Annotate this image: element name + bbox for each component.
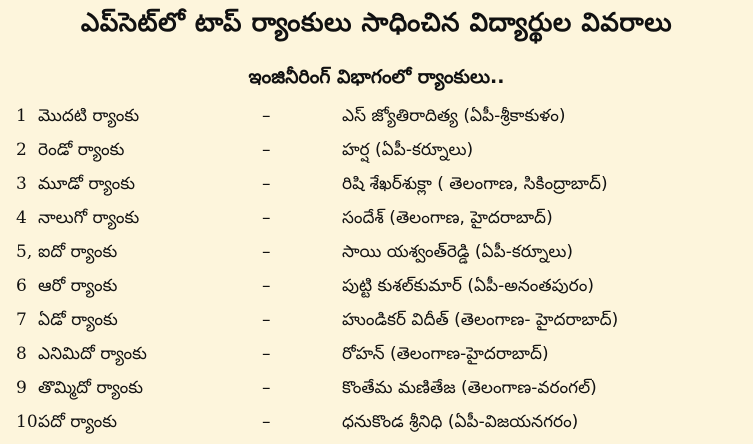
student-name: కొంతేమ మణితేజ (తెలంగాణ-వరంగల్)	[342, 378, 597, 398]
rank-list	[0, 102, 753, 442]
separator-dash: –	[262, 344, 271, 364]
student-name: హుండికర్ విదీత్ (తెలంగాణ- హైదరాబాద్)	[342, 310, 619, 330]
rank-label: పదో ర్యాంకు	[38, 412, 117, 432]
rank-label: నాలుగో ర్యాంకు	[38, 208, 140, 228]
separator-dash: –	[262, 174, 271, 194]
rank-number: 7	[16, 310, 27, 330]
separator-dash: –	[262, 106, 271, 126]
rank-number: 10	[16, 412, 38, 432]
separator-dash: –	[262, 276, 271, 296]
rank-row	[0, 170, 753, 204]
rank-number: 2	[16, 140, 27, 160]
student-name: పుట్టి కుశల్‌కుమార్ (ఏపీ-అనంతపురం)	[342, 276, 594, 296]
rank-label: ఎనిమిదో ర్యాంకు	[38, 344, 147, 364]
rank-row	[0, 374, 753, 408]
rank-number: 5,	[16, 242, 33, 262]
rank-row	[0, 204, 753, 238]
student-name: ధనుకొండ శ్రీనిధి (ఏపీ-విజయనగరం)	[342, 412, 579, 432]
rank-label: ఆరో ర్యాంకు	[38, 276, 118, 296]
rank-row	[0, 238, 753, 272]
rank-number: 1	[16, 106, 27, 126]
student-name: రిషి శేఖర్‌శుక్లా ( తెలంగాణ, సికింద్రాబాద్)	[342, 174, 608, 194]
separator-dash: –	[262, 412, 271, 432]
rank-row	[0, 408, 753, 442]
rank-number: 4	[16, 208, 27, 228]
student-name: సందేశ్ (తెలంగాణ, హైదరాబాద్)	[342, 208, 553, 228]
rank-row	[0, 136, 753, 170]
rank-row	[0, 340, 753, 374]
rank-row	[0, 272, 753, 306]
rank-number: 9	[16, 378, 27, 398]
rank-label: రెండో ర్యాంకు	[38, 140, 125, 160]
section-subtitle: ఇంజినీరింగ్ విభాగంలో ర్యాంకులు..	[248, 66, 505, 88]
separator-dash: –	[262, 242, 271, 262]
student-name: రోహన్ (తెలంగాణ-హైదరాబాద్)	[342, 344, 549, 364]
rank-number: 8	[16, 344, 27, 364]
rank-row	[0, 102, 753, 136]
separator-dash: –	[262, 378, 271, 398]
rank-label: మొదటి ర్యాంకు	[38, 106, 140, 126]
rank-label: ఏడో ర్యాంకు	[38, 310, 118, 330]
separator-dash: –	[262, 310, 271, 330]
student-name: హర్ష (ఏపీ-కర్నూలు)	[342, 140, 474, 160]
rank-label: తొమ్మిదో ర్యాంకు	[38, 378, 144, 398]
rank-row	[0, 306, 753, 340]
student-name: సాయి యశ్వంత్‌రెడ్డి (ఏపీ-కర్నూలు)	[342, 242, 573, 262]
rank-label: మూడో ర్యాంకు	[38, 174, 136, 194]
rank-number: 3	[16, 174, 27, 194]
separator-dash: –	[262, 208, 271, 228]
page-title: ఎప్‌సెట్‌లో టాప్ ర్యాంకులు సాధించిన విద్యార్థుల వివరాలు	[80, 8, 673, 38]
rank-number: 6	[16, 276, 27, 296]
rank-label: ఐదో ర్యాంకు	[38, 242, 118, 262]
separator-dash: –	[262, 140, 271, 160]
student-name: ఎస్ జ్యోతిరాదిత్య (ఏపీ-శ్రీకాకుళం)	[342, 106, 566, 126]
